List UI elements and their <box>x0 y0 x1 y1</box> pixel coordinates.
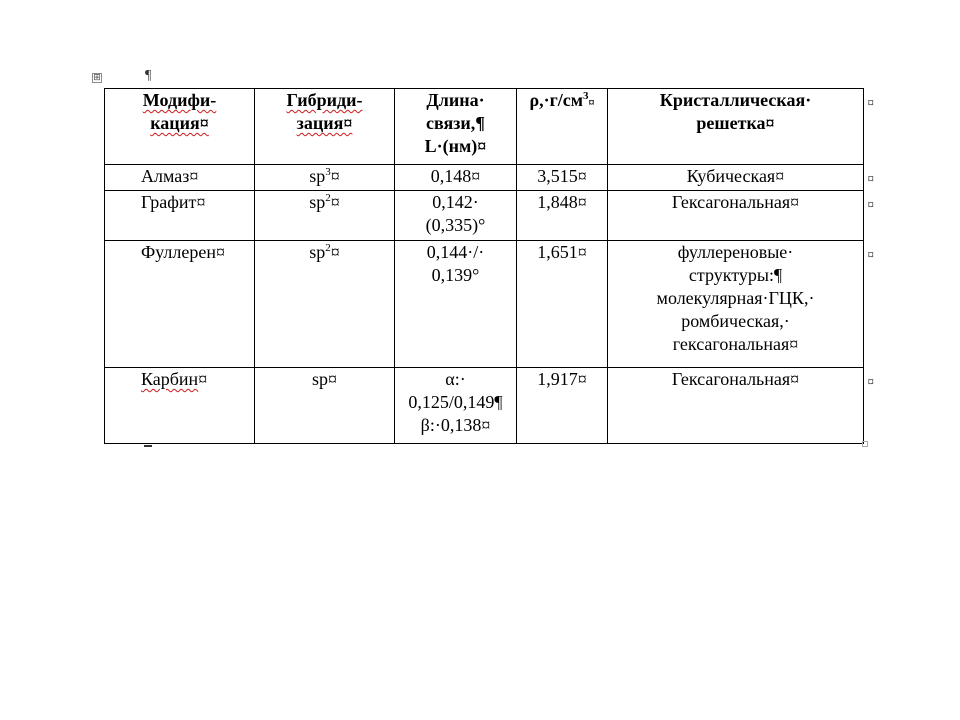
properties-table <box>104 88 874 444</box>
cell-hybridization: $sp^2¤$ <box>255 241 395 368</box>
header-bond-length: Длина· связи,¶ L·(нм)¤ <box>395 89 517 165</box>
cell-bond-length: 0,142· (0,335)° <box>395 191 517 241</box>
cell-hybridization: sp¤ <box>255 368 395 444</box>
header-density: $\rho,\cdot г/см^3¤$ <box>517 89 608 165</box>
cell-modification: Карбин¤ <box>105 368 255 444</box>
cell-density: 1,848¤ <box>517 191 608 241</box>
table-row <box>105 241 864 368</box>
table-move-handle-icon[interactable]: ⊞ <box>93 73 101 83</box>
cell-bond-length: 0,148¤ <box>395 165 517 191</box>
cell-modification: Графит¤ <box>105 191 255 241</box>
cell-bond-length: α:· 0,125/0,149¶ β:·0,138¤ <box>395 368 517 444</box>
cell-density: 1,651¤ <box>517 241 608 368</box>
table-resize-handle[interactable] <box>862 441 868 447</box>
header-crystal-lattice: Кристаллическая· решетка¤ ¤ <box>608 89 864 165</box>
cell-hybridization: $sp^2¤$ <box>255 191 395 241</box>
cell-density: 3,515¤ <box>517 165 608 191</box>
header-hybridization: Гибриди- зация¤ <box>255 89 395 165</box>
cell-modification: Алмаз¤ <box>105 165 255 191</box>
cell-crystal-lattice: Гексагональная¤ ¤ <box>608 368 864 444</box>
paragraph-mark-after-table <box>144 445 152 447</box>
table-row <box>105 368 864 444</box>
cell-crystal-lattice: Гексагональная¤ ¤ <box>608 191 864 241</box>
cell-density: 1,917¤ <box>517 368 608 444</box>
cell-crystal-lattice: фуллереновые· структуры:¶ молекулярная·ГЦК,· ромбическая,· гексагональная¤ ¤ <box>608 241 864 368</box>
cell-hybridization: $sp^3¤$ <box>255 165 395 191</box>
cell-crystal-lattice: Кубическая¤ ¤ <box>608 165 864 191</box>
table-row <box>105 191 864 241</box>
cell-modification: Фуллерен¤ <box>105 241 255 368</box>
table-header-row <box>105 89 864 165</box>
paragraph-mark: ¶ <box>145 68 152 83</box>
cell-bond-length: 0,144·/· 0,139° <box>395 241 517 368</box>
table-row <box>105 165 864 191</box>
header-modification: Модифи- кация¤ <box>105 89 255 165</box>
